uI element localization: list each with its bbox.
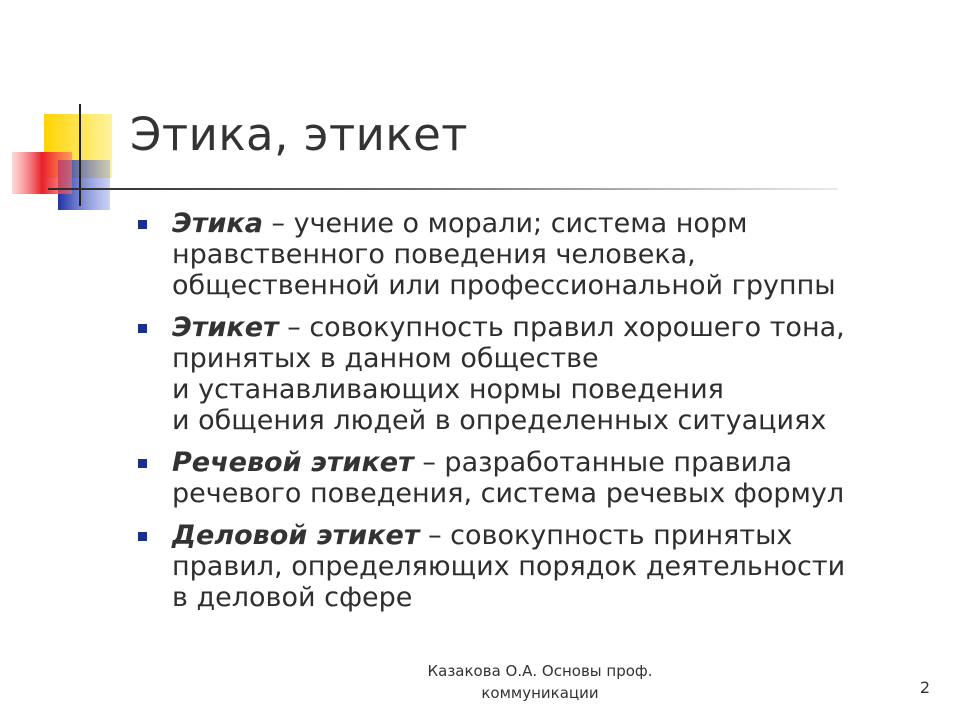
definition-line: в деловой сфере bbox=[172, 582, 413, 613]
definition-text: – учение о морали; система норм bbox=[262, 208, 748, 239]
definition-line bbox=[172, 208, 920, 239]
definition-term: Этика bbox=[172, 208, 263, 239]
definition-list bbox=[130, 208, 920, 624]
definition-line: речевого поведения, система речевых формул bbox=[172, 478, 845, 509]
definition-term: Этикет bbox=[172, 312, 279, 343]
slide-footer bbox=[380, 660, 700, 704]
definition-term: Речевой этикет bbox=[172, 447, 414, 478]
definition-line: принятых в данном обществе bbox=[172, 343, 599, 374]
square-bullet-icon bbox=[138, 324, 147, 333]
definition-item-ethics bbox=[130, 208, 920, 301]
definition-line bbox=[172, 447, 920, 478]
definition-line bbox=[172, 312, 920, 343]
definition-line bbox=[172, 520, 920, 551]
footer-subject-line: коммуникации bbox=[481, 684, 599, 702]
slide-title: Этика, этикет bbox=[130, 108, 468, 161]
definition-line: правил, определяющих порядок деятельности bbox=[172, 551, 846, 582]
title-divider bbox=[48, 188, 838, 190]
square-bullet-icon bbox=[138, 220, 147, 229]
definition-text: – совокупность принятых bbox=[419, 520, 793, 551]
square-bullet-icon bbox=[138, 532, 147, 541]
definition-text: – совокупность правил хорошего тона, bbox=[278, 312, 845, 343]
square-bullet-icon bbox=[138, 459, 147, 468]
definition-item-speech-etiquette bbox=[130, 447, 920, 509]
footer-author-line: Казакова О.А. Основы проф. bbox=[427, 662, 653, 680]
definition-line: и устанавливающих нормы поведения bbox=[172, 374, 724, 405]
definition-term: Деловой этикет bbox=[172, 520, 420, 551]
definition-line: и общения людей в определенных ситуациях bbox=[172, 405, 827, 436]
definition-line: нравственного поведения человека, bbox=[172, 239, 696, 270]
definition-text: – разработанные правила bbox=[413, 447, 793, 478]
decorative-squares-logo bbox=[0, 0, 140, 220]
definition-item-etiquette bbox=[130, 312, 920, 436]
definition-line: общественной или профессиональной группы bbox=[172, 270, 836, 301]
page-number: 2 bbox=[919, 678, 930, 697]
definition-item-business-etiquette bbox=[130, 520, 920, 613]
